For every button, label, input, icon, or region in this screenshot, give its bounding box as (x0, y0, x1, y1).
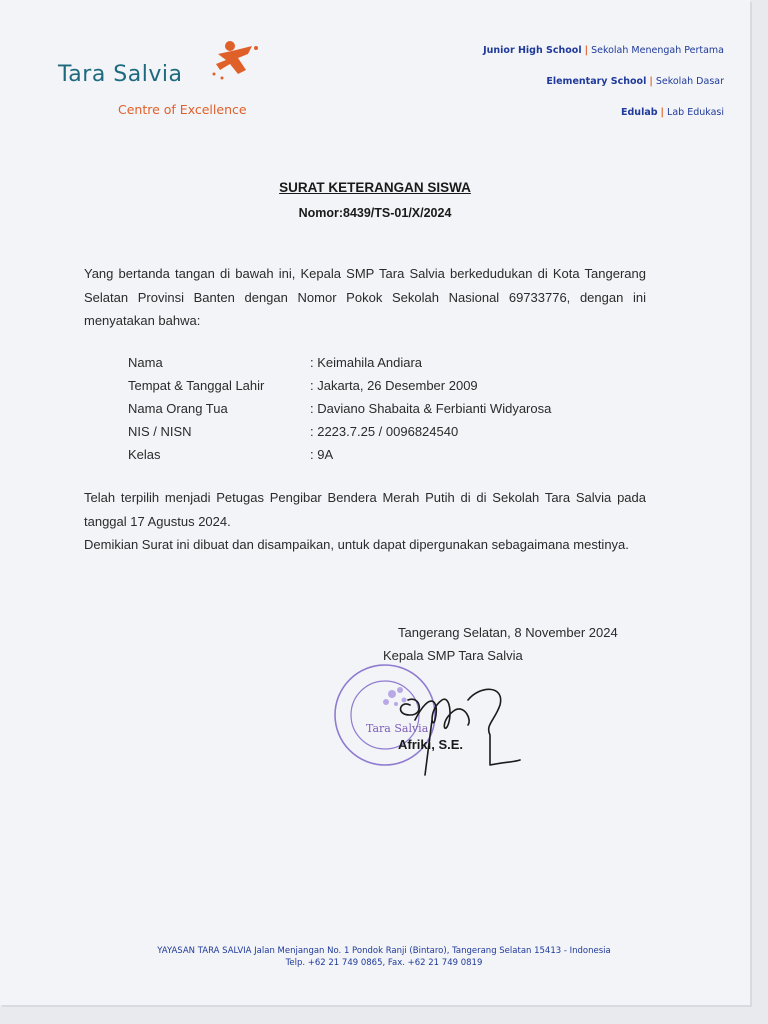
program-separator: | (649, 76, 653, 87)
logo-tagline: Centre of Excellence (118, 102, 247, 117)
field-row (128, 351, 648, 374)
intro-paragraph: Yang bertanda tangan di bawah ini, Kepala SMP Tara Salvia berkedudukan di Kota Tangerang Selatan Provinsi Banten dengan Nomor Pokok Sekolah Nasional 69733776, dengan ini menyatakan bahwa: (84, 266, 646, 328)
body-paragraph: Telah terpilih menjadi Petugas Pengibar Bendera Merah Putih di di Sekolah Tara Salvia pada tanggal 17 Agustus 2024. (84, 490, 646, 529)
student-details (128, 351, 648, 466)
field-value: : 2223.7.25 / 0096824540 (310, 424, 459, 439)
signatory-name: Afriki, S.E. (398, 737, 464, 752)
field-row (128, 397, 648, 420)
program-desc: Sekolah Dasar (655, 76, 724, 87)
signature-place-date: Tangerang Selatan, 8 November 2024 (398, 625, 618, 640)
field-row (128, 420, 648, 443)
field-row (128, 374, 648, 397)
handwritten-signature (380, 670, 550, 780)
school-logo (58, 40, 278, 130)
program-edulab (483, 106, 724, 137)
footer-contact: Telp. +62 21 749 0865, Fax. +62 21 749 0819 (285, 958, 483, 968)
field-label: Nama Orang Tua (128, 401, 228, 416)
closing-paragraph: Demikian Surat ini dibuat dan disampaikan, untuk dapat dipergunakan sebagaimana mestinya. (84, 537, 629, 552)
field-label: Nama (128, 355, 163, 370)
program-separator: | (584, 45, 589, 56)
program-elementary (483, 75, 724, 106)
field-label: NIS / NISN (128, 424, 192, 439)
signature-role: Kepala SMP Tara Salvia (383, 648, 523, 663)
field-label: Kelas (128, 447, 161, 462)
program-name: Elementary School (546, 76, 647, 87)
program-separator: | (660, 107, 665, 118)
footer-address: YAYASAN TARA SALVIA Jalan Menjangan No. 1 Pondok Ranji (Bintaro), Tangerang Selatan 15413 - Indonesia (157, 946, 611, 956)
field-row (128, 443, 648, 466)
field-value: : 9A (310, 447, 334, 462)
program-name: Edulab (621, 107, 658, 118)
program-desc: Sekolah Menengah Pertama (591, 45, 724, 56)
logo-name: Tara Salvia (58, 62, 183, 87)
field-label: Tempat & Tanggal Lahir (128, 378, 265, 393)
program-name: Junior High School (483, 45, 582, 56)
letter-number: Nomor:8439/TS-01/X/2024 (298, 206, 452, 220)
program-list (483, 44, 724, 137)
field-value: : Keimahila Andiara (310, 355, 423, 370)
stamp-label: Tara Salvia (366, 722, 429, 735)
field-value: : Daviano Shabaita & Ferbianti Widyarosa (310, 401, 552, 416)
program-junior-high (483, 44, 724, 75)
program-desc: Lab Edukasi (667, 107, 724, 118)
logo-figure-icon (208, 40, 268, 84)
letter-title: SURAT KETERANGAN SISWA (279, 180, 471, 195)
field-value: : Jakarta, 26 Desember 2009 (310, 378, 478, 393)
